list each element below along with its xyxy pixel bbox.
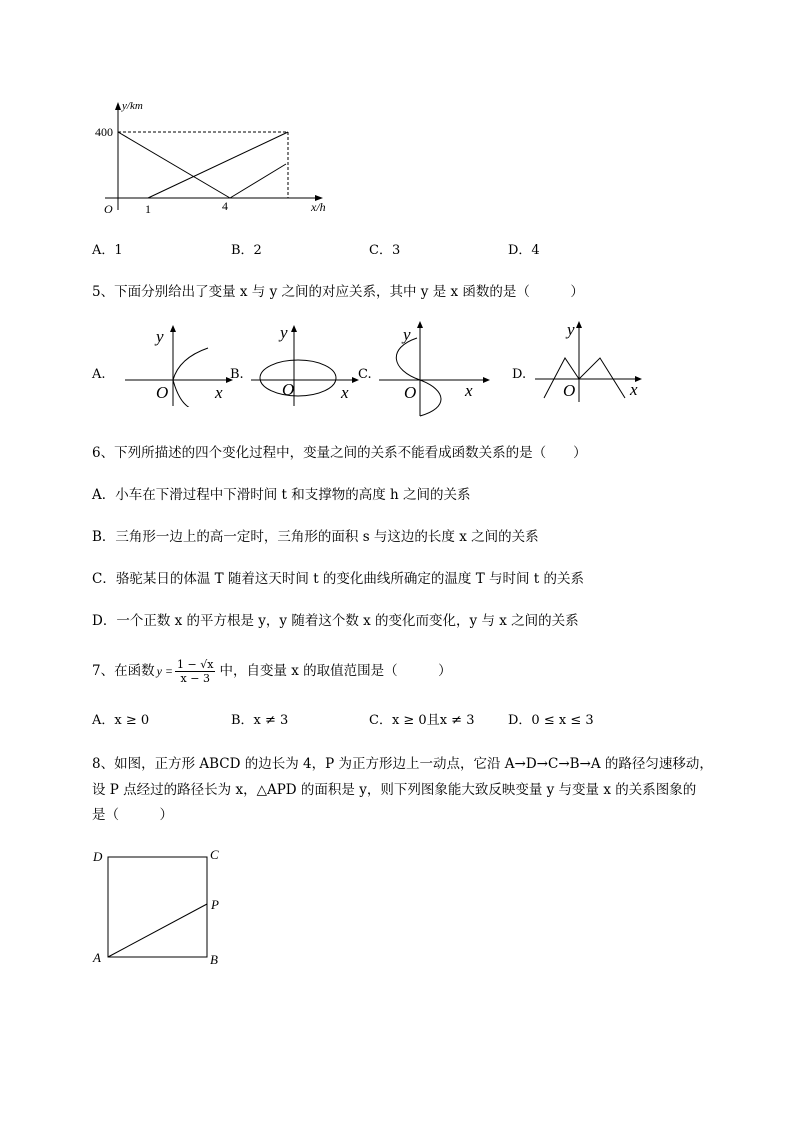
svg-text:y: y [280, 323, 288, 342]
svg-text:O: O [563, 381, 576, 400]
q5-graph-d [533, 318, 648, 403]
q8-line-1: 8、如图，正方形 ABCD 的边长为 4，P 为正方形边上一动点，它沿 A→D→C→B→A 的路径匀速移动， [92, 756, 713, 772]
q6-stem: 6、下列所描述的四个变化过程中，变量之间的关系不能看成函数关系的是（ ） [92, 445, 587, 461]
svg-text:x: x [215, 383, 223, 402]
q7-function-lhs: y = [156, 664, 174, 678]
q7-numerator: 1 − √x [177, 657, 214, 671]
svg-text:x: x [630, 380, 638, 399]
svg-text:O: O [156, 383, 169, 402]
svg-text:x: x [465, 381, 473, 400]
svg-text:y: y [403, 325, 411, 344]
graph-line-descending [118, 132, 230, 198]
svg-text:y: y [567, 320, 575, 339]
q5-option-c-label: C. [358, 367, 372, 382]
q8-square-figure [88, 842, 228, 970]
q6-option-c: C．骆驼某日的体温 T 随着这天时间 t 的变化曲线所确定的温度 T 与时间 t 的关系 [92, 571, 585, 587]
svg-text:x: x [341, 383, 349, 402]
q8-line-3: 是（ ） [92, 807, 173, 823]
x-axis-label: x/h [311, 200, 326, 214]
q4-option-b: B．2 [231, 243, 262, 258]
q5-stem: 5、下面分别给出了变量 x 与 y 之间的对应关系，其中 y 是 x 函数的是（ ） [92, 284, 584, 300]
q5-graph-b [246, 322, 361, 407]
svg-text:O: O [282, 380, 295, 399]
q7-option-a: A．x ≥ 0 [92, 713, 150, 728]
q5-option-a-label: A. [92, 367, 106, 382]
q7-option-c: C．x ≥ 0且x ≠ 3 [369, 713, 475, 728]
q7-fraction [175, 658, 215, 685]
q5-option-d-label: D. [512, 367, 527, 382]
q6-option-a: A．小车在下滑过程中下滑时间 t 和支撑物的高度 h 之间的关系 [92, 487, 471, 503]
q5-option-b-label: B. [230, 367, 244, 382]
q6-option-d: D．一个正数 x 的平方根是 y，y 随着这个数 x 的变化而变化，y 与 x 之间的关系 [92, 613, 579, 629]
graph-line-ascending [148, 132, 288, 198]
square-abcd [108, 857, 207, 957]
y-axis-arrow [115, 102, 121, 110]
label-a: A [93, 950, 101, 965]
q5-graph-a [120, 322, 235, 407]
segment-ap [108, 904, 207, 957]
q4-option-d: D．4 [508, 243, 540, 258]
x-tick-1: 1 [145, 202, 151, 216]
x-tick-4: 4 [222, 199, 228, 213]
label-c: C [210, 847, 219, 862]
q7-stem [92, 654, 452, 688]
q4-option-c: C．3 [369, 243, 401, 258]
q7-option-b: B．x ≠ 3 [231, 713, 289, 728]
q7-stem-prefix: 7、在函数 [92, 663, 155, 679]
q4-distance-graph [95, 98, 345, 220]
label-b: B [210, 952, 218, 967]
q5-graph-c [377, 318, 492, 418]
q8-line-2: 设 P 点经过的路径长为 x，△APD 的面积是 y，则下列图象能大致反映变量 y 与变量 x 的关系图象的 [92, 782, 697, 798]
q7-denominator: x − 3 [180, 671, 210, 685]
q7-option-d: D．0 ≤ x ≤ 3 [508, 713, 594, 728]
q6-option-b: B．三角形一边上的高一定时，三角形的面积 s 与这边的长度 x 之间的关系 [92, 529, 539, 545]
label-p: P [211, 897, 219, 912]
q7-stem-suffix: 中，自变量 x 的取值范围是（ ） [219, 663, 452, 679]
q4-option-a: A．1 [92, 243, 123, 258]
svg-text:y: y [156, 327, 164, 346]
label-d: D [93, 849, 103, 864]
y-tick-400: 400 [95, 125, 113, 139]
graph-line-second [230, 164, 286, 198]
y-axis-label: y/km [122, 100, 143, 112]
origin-label: O [104, 202, 113, 216]
svg-text:O: O [404, 383, 417, 402]
